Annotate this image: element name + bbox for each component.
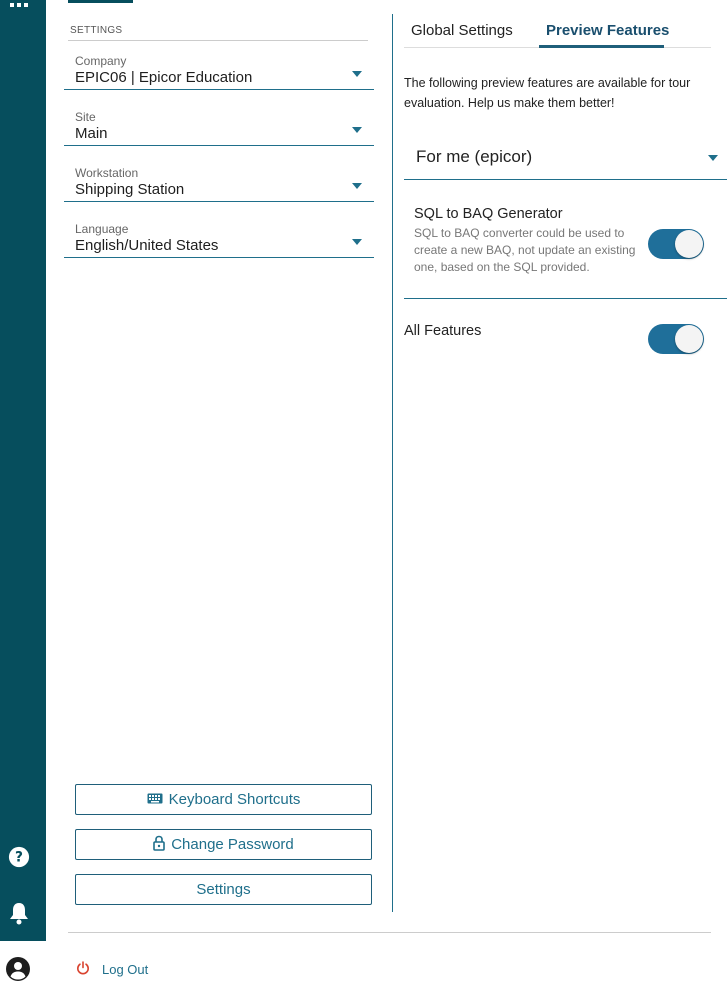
power-icon: [76, 961, 90, 978]
avatar-icon[interactable]: [6, 957, 30, 981]
site-value: Main: [75, 125, 108, 142]
side-rail: [0, 0, 46, 941]
divider: [68, 932, 711, 933]
feature-divider: [404, 298, 727, 299]
language-label: Language: [75, 222, 129, 236]
bell-icon[interactable]: [8, 902, 30, 924]
change-password-label: Change Password: [171, 836, 294, 853]
keyboard-shortcuts-label: Keyboard Shortcuts: [168, 791, 301, 808]
settings-button[interactable]: [75, 874, 372, 905]
divider: [68, 40, 368, 41]
feature-title: SQL to BAQ Generator: [414, 206, 563, 222]
column-divider: [392, 14, 393, 912]
site-label: Site: [75, 110, 96, 124]
preview-intro-text: The following preview features are available for tour evaluation. Help us make them better!: [404, 76, 691, 110]
tab-global-settings[interactable]: Global Settings: [411, 22, 513, 39]
tab-preview-features[interactable]: Preview Features: [546, 22, 670, 39]
chevron-down-icon[interactable]: [708, 155, 718, 161]
keyboard-shortcuts-button[interactable]: [75, 784, 372, 815]
chevron-down-icon[interactable]: [352, 71, 362, 77]
preview-user-value: For me (epicor): [416, 147, 533, 166]
help-icon[interactable]: [8, 846, 30, 868]
preview-user-select[interactable]: [404, 138, 727, 180]
svg-text:?: ?: [15, 849, 23, 866]
chevron-down-icon[interactable]: [352, 183, 362, 189]
workstation-label: Workstation: [75, 166, 139, 180]
sql-to-baq-toggle[interactable]: [648, 229, 704, 259]
toggle-knob: [675, 230, 703, 258]
logout-link[interactable]: [76, 961, 148, 978]
language-value: English/United States: [75, 237, 219, 254]
language-select[interactable]: [64, 222, 374, 258]
company-value: EPIC06 | Epicor Education: [75, 69, 253, 86]
keyboard-icon: [147, 791, 163, 808]
settings-label: Settings: [196, 881, 251, 898]
change-password-button[interactable]: [75, 829, 372, 860]
company-select[interactable]: [64, 54, 374, 90]
chevron-down-icon[interactable]: [352, 239, 362, 245]
chevron-down-icon[interactable]: [352, 127, 362, 133]
all-features-toggle[interactable]: [648, 324, 704, 354]
workstation-value: Shipping Station: [75, 181, 185, 198]
all-features-label: All Features: [404, 323, 482, 339]
lock-icon: [153, 835, 165, 855]
site-select[interactable]: [64, 110, 374, 146]
company-label: Company: [75, 54, 127, 68]
logout-label: Log Out: [102, 962, 149, 977]
active-tab-indicator: [539, 45, 664, 48]
settings-section-title: SETTINGS: [70, 25, 123, 36]
top-tab-indicator: [68, 0, 133, 3]
feature-description: SQL to BAQ converter could be used to create a new BAQ, not update an existing one, based on the SQL provided.: [414, 226, 636, 274]
workstation-select[interactable]: [64, 166, 374, 202]
grid-icon[interactable]: [8, 0, 30, 16]
toggle-knob: [675, 325, 703, 353]
